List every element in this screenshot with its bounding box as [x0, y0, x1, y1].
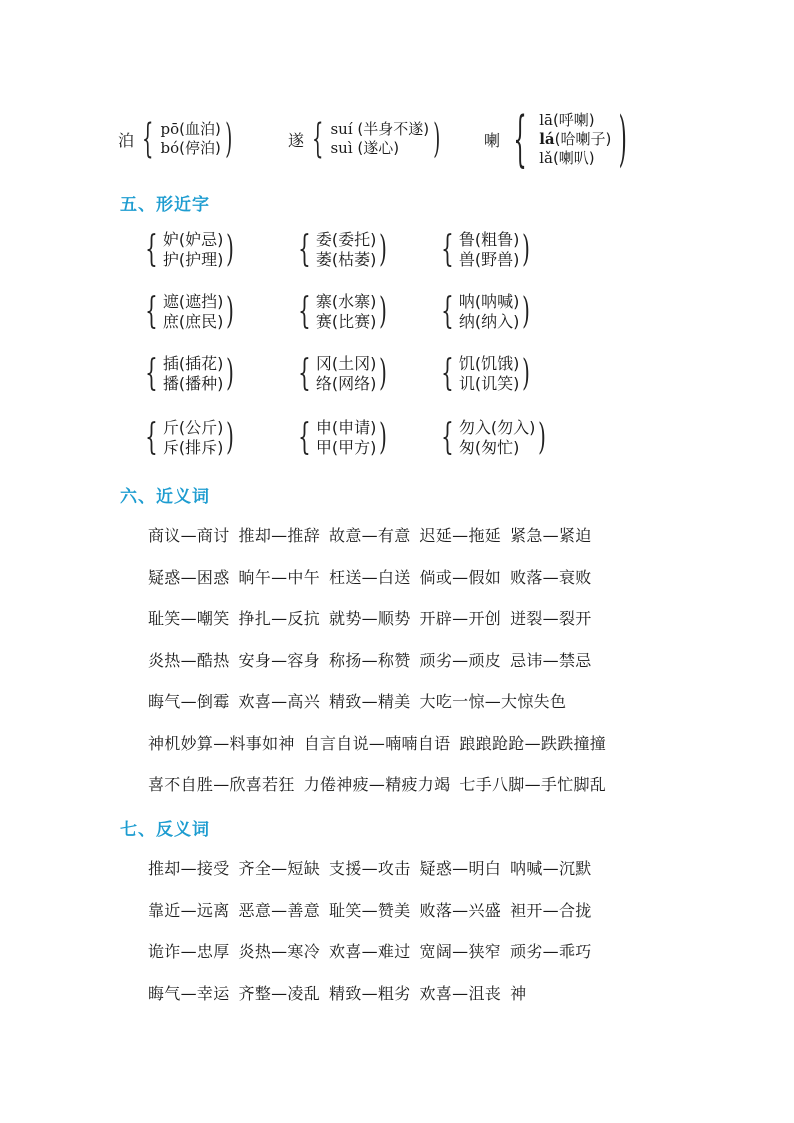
word-pair: 靠近—远离 [148, 900, 230, 920]
left-brace: { [441, 229, 454, 270]
right-paren: ) [225, 116, 233, 162]
word-pair: 忌讳—禁忌 [510, 650, 592, 670]
word-pair: 精致—精美 [329, 692, 411, 711]
word-pair: 恶意—善意 [238, 900, 321, 920]
word-pair: 挣扎—反抗 [238, 609, 321, 628]
word-pair: 神 [510, 983, 527, 1003]
antonym-row [148, 981, 535, 1004]
polyphone-char: 喇 [484, 130, 501, 150]
word-pair: 就势—顺势 [329, 609, 411, 628]
word-pair: 欢喜—难过 [329, 942, 411, 961]
similar-char-lines [316, 292, 377, 332]
similar-char-entry: 委(委托) [315, 230, 377, 249]
word-pair: 晦气—幸运 [148, 983, 230, 1003]
similar-char-lines [316, 230, 377, 270]
polyphone-readings [160, 120, 220, 158]
section-title-six: 六、近义词 [120, 487, 210, 507]
right-paren: ) [379, 417, 388, 458]
right-paren: ) [522, 353, 531, 394]
similar-char-entry: 遮(遮挡) [162, 292, 224, 311]
right-paren: ) [226, 291, 235, 332]
right-paren: ) [379, 229, 388, 270]
word-pair: 开辟—开创 [419, 609, 502, 628]
word-pair: 败落—兴盛 [419, 900, 502, 920]
word-pair: 七手八脚—手忙脚乱 [459, 775, 607, 794]
word-pair: 晌午—中午 [238, 567, 321, 587]
similar-char-entry: 鲁(粗鲁) [458, 230, 520, 249]
reading-line: lǎ(喇叭) [539, 148, 595, 167]
similar-char-entry: 寨(水寨) [315, 292, 377, 311]
polyphone-readings [330, 120, 429, 158]
word-pair: 呐喊—沉默 [510, 859, 592, 878]
left-brace: { [441, 353, 454, 394]
antonym-row [148, 856, 601, 879]
right-paren: ) [226, 417, 235, 458]
similar-char-group [140, 292, 237, 332]
word-pair: 踉踉跄跄—跌跌撞撞 [459, 733, 607, 753]
word-pair: 大吃一惊—大惊失色 [419, 692, 567, 711]
similar-char-entry: 庶(庶民) [162, 312, 224, 331]
reading-line: suí (半身不遂) [330, 120, 430, 138]
word-pair: 诡诈—忠厚 [148, 942, 230, 961]
antonym-row [148, 939, 601, 962]
similar-char-entry: 赛(比赛) [315, 312, 377, 331]
word-pair: 疑惑—明白 [419, 859, 502, 878]
word-pair: 推却—接受 [148, 859, 230, 878]
similar-char-group [436, 292, 533, 332]
polyphone-sui [288, 116, 445, 162]
word-pair: 败落—衰败 [510, 567, 592, 587]
polyphone-po [118, 116, 236, 162]
polyphone-readings [539, 111, 611, 168]
similar-char-group [140, 354, 237, 394]
similar-char-group [436, 418, 549, 458]
similar-char-group [293, 418, 390, 458]
word-pair: 晦气—倒霉 [148, 692, 230, 711]
synonym-row [148, 565, 601, 588]
similar-char-group [293, 354, 390, 394]
word-pair: 自言自说—喃喃自语 [303, 733, 451, 753]
polyphone-la [484, 104, 635, 174]
word-pair: 宽阔—狭窄 [419, 942, 502, 961]
word-pair: 顽劣—顽皮 [419, 650, 502, 670]
reading-line: bó(停泊) [160, 139, 221, 157]
word-pair: 齐整—凌乱 [238, 983, 321, 1003]
similar-char-entry: 匆(匆忙) [458, 438, 520, 457]
similar-char-group [436, 230, 533, 270]
similar-char-group [436, 354, 533, 394]
word-pair: 推却—推辞 [238, 526, 321, 545]
antonym-row [148, 898, 601, 921]
similar-char-lines [459, 230, 520, 270]
similar-char-entry: 播(播种) [162, 374, 224, 393]
right-paren: ) [618, 104, 628, 174]
right-paren: ) [522, 291, 531, 332]
reading-line: lā(呼喇) [539, 110, 595, 129]
word-pair: 欢喜—高兴 [238, 692, 321, 711]
similar-char-lines [316, 418, 377, 458]
word-pair: 安身—容身 [238, 650, 321, 670]
similar-char-lines [459, 418, 536, 458]
left-brace: { [142, 116, 154, 162]
similar-char-entry: 斤(公斤) [162, 418, 224, 437]
left-brace: { [298, 229, 311, 270]
similar-char-lines [163, 354, 224, 394]
left-brace: { [513, 104, 527, 174]
right-paren: ) [522, 229, 531, 270]
synonym-row [148, 606, 601, 629]
word-pair: 耻笑—赞美 [329, 900, 411, 920]
right-paren: ) [226, 353, 235, 394]
similar-char-group [293, 292, 390, 332]
similar-char-entry: 插(插花) [162, 354, 224, 373]
word-pair: 倘或—假如 [419, 567, 502, 587]
word-pair: 袒开—合拢 [510, 900, 592, 920]
similar-char-entry: 甲(甲方) [315, 438, 377, 457]
word-pair: 炎热—寒冷 [238, 942, 321, 961]
word-pair: 迸裂—裂开 [510, 609, 592, 628]
synonym-row [148, 523, 601, 546]
right-paren: ) [433, 116, 441, 162]
synonym-row [148, 648, 601, 671]
word-pair: 迟延—拖延 [419, 526, 502, 545]
similar-char-lines [163, 418, 224, 458]
right-paren: ) [538, 417, 547, 458]
word-pair: 喜不自胜—欣喜若狂 [148, 775, 295, 794]
word-pair: 耻笑—嘲笑 [148, 609, 230, 628]
left-brace: { [441, 291, 454, 332]
word-pair: 神机妙算—料事如神 [148, 733, 295, 753]
word-pair: 顽劣—乖巧 [510, 942, 592, 961]
similar-char-lines [163, 292, 224, 332]
word-pair: 商议—商讨 [148, 526, 230, 545]
reading-line: lá(哈喇子) [539, 129, 612, 148]
left-brace: { [312, 116, 324, 162]
word-pair: 支援—攻击 [329, 859, 411, 878]
polyphone-char: 泊 [118, 130, 135, 150]
similar-char-lines [163, 230, 224, 270]
left-brace: { [145, 229, 158, 270]
word-pair: 故意—有意 [329, 526, 411, 545]
right-paren: ) [226, 229, 235, 270]
similar-char-entry: 勿入(勿入) [458, 418, 536, 437]
word-pair: 紧急—紧迫 [510, 526, 592, 545]
similar-char-entry: 讥(讥笑) [458, 374, 520, 393]
similar-char-entry: 妒(妒忌) [162, 230, 224, 249]
word-pair: 力倦神疲—精疲力竭 [303, 775, 451, 794]
right-paren: ) [379, 353, 388, 394]
left-brace: { [441, 417, 454, 458]
left-brace: { [298, 291, 311, 332]
similar-char-entry: 呐(呐喊) [458, 292, 520, 311]
word-pair: 炎热—酷热 [148, 650, 230, 670]
word-pair: 精致—粗劣 [329, 983, 411, 1003]
similar-char-group [140, 230, 237, 270]
synonym-row [148, 731, 615, 754]
left-brace: { [145, 291, 158, 332]
similar-char-entry: 申(申请) [315, 418, 377, 437]
synonym-row [148, 689, 575, 712]
word-pair: 欢喜—沮丧 [419, 983, 502, 1003]
similar-char-entry: 护(护理) [162, 250, 224, 269]
word-pair: 称扬—称赞 [329, 650, 411, 670]
synonym-row [148, 772, 615, 795]
section-title-seven: 七、反义词 [120, 820, 210, 840]
similar-char-entry: 冈(土冈) [315, 354, 377, 373]
polyphone-char: 遂 [288, 130, 305, 150]
word-pair: 枉送—白送 [329, 567, 411, 587]
reading-line: pō(血泊) [160, 120, 221, 138]
similar-char-entry: 斥(排斥) [162, 438, 224, 457]
similar-char-entry: 兽(野兽) [458, 250, 520, 269]
similar-char-lines [459, 292, 520, 332]
reading-line: suì (遂心) [330, 139, 400, 157]
similar-char-lines [459, 354, 520, 394]
word-pair: 疑惑—困惑 [148, 567, 230, 587]
similar-char-entry: 萎(枯萎) [315, 250, 377, 269]
right-paren: ) [379, 291, 388, 332]
similar-char-group [293, 230, 390, 270]
similar-char-entry: 饥(饥饿) [458, 354, 520, 373]
similar-char-entry: 络(网络) [315, 374, 377, 393]
left-brace: { [298, 353, 311, 394]
similar-char-group [140, 418, 237, 458]
similar-char-entry: 纳(纳入) [458, 312, 520, 331]
left-brace: { [298, 417, 311, 458]
left-brace: { [145, 353, 158, 394]
left-brace: { [145, 417, 158, 458]
word-pair: 齐全—短缺 [238, 859, 321, 878]
similar-char-lines [316, 354, 377, 394]
section-title-five: 五、形近字 [120, 195, 210, 215]
